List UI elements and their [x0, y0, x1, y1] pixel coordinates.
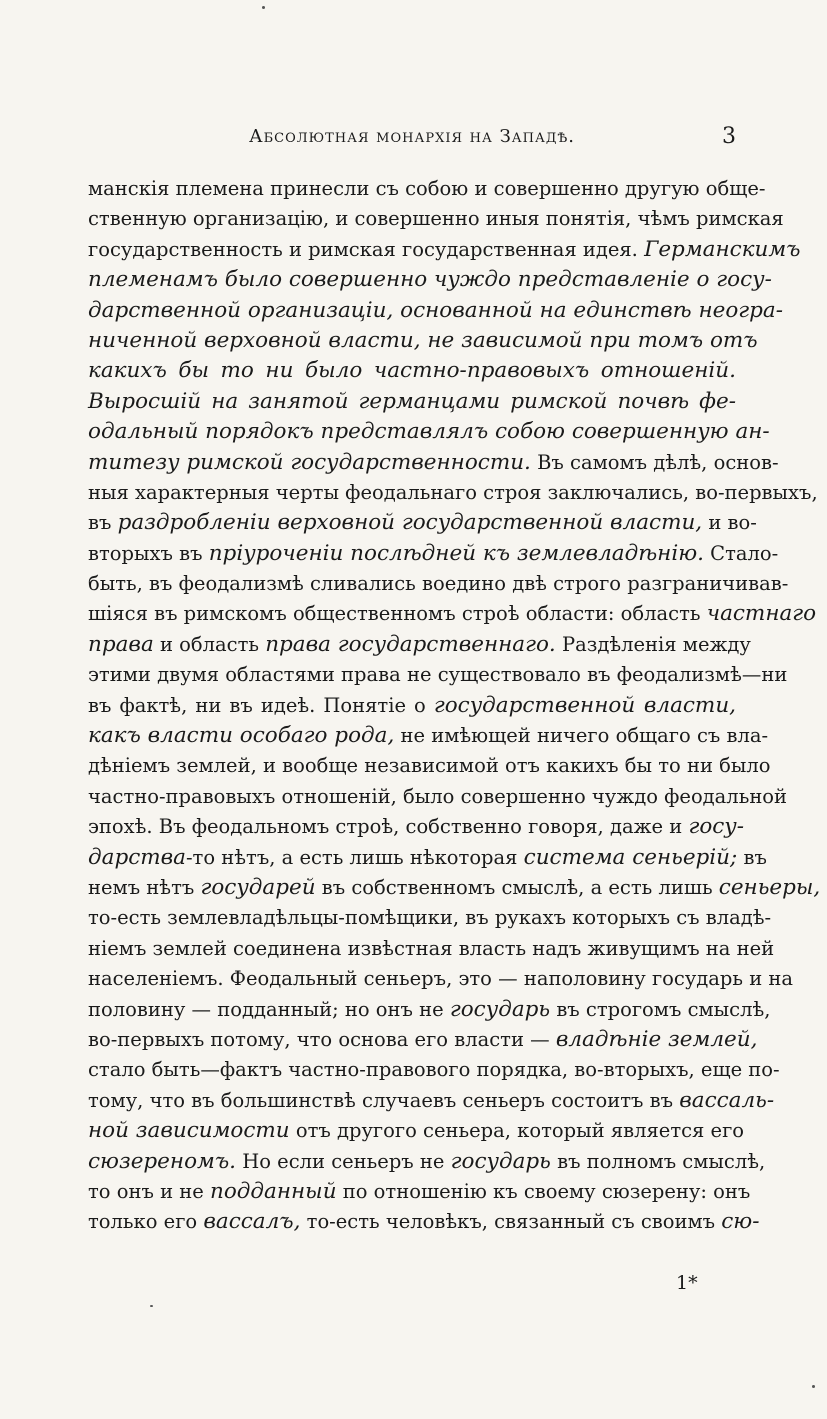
italic-text: вассалъ, [203, 1209, 301, 1235]
text-segment: этими двумя областями права не существовало въ феодализмѣ—ни [88, 663, 788, 687]
italic-text: Выросшій на занятой германцами римской почвѣ фе- [88, 388, 736, 414]
text-line [88, 964, 794, 994]
text-line [88, 539, 779, 569]
text-segment: немъ нѣтъ [88, 875, 201, 899]
text-line [88, 356, 736, 386]
text-line [88, 1055, 780, 1085]
text-segment: населеніемъ. Феодальный сеньеръ, это — наполовину государь и на [88, 967, 794, 991]
italic-text: государей [200, 874, 316, 900]
italic-text: система сеньерій; [523, 844, 738, 870]
text-segment: государственность и римская государственная идея. [88, 237, 645, 261]
text-line [88, 478, 818, 508]
text-line [88, 235, 801, 265]
text-segment: во-первыхъ потому, что основа его власти — [88, 1027, 556, 1051]
italic-text: раздробленіи верховной государственной власти, [117, 510, 703, 536]
text-segment: отъ другого сеньера, который является его [289, 1119, 745, 1143]
italic-text: ниченной верховной власти, не зависимой при томъ отъ [88, 327, 758, 353]
text-segment: манскія племена принесли съ собою и совершенно другую обще- [88, 177, 766, 200]
text-line [88, 934, 775, 964]
text-segment: въ [737, 845, 767, 869]
italic-text: пріуроченіи послѣдней къ землевладѣнію. [208, 540, 704, 566]
text-segment: въ строгомъ смыслѣ, [550, 997, 771, 1021]
italic-text: частнаго [706, 601, 817, 627]
italic-text: права государственнаго. [265, 631, 556, 657]
text-segment: тому, что въ большинствѣ случаевъ сеньеръ состоитъ въ [88, 1088, 680, 1112]
text-segment: стало быть—фактъ частно-правового порядка, во-вторыхъ, еще по- [88, 1058, 780, 1082]
italic-text: какихъ бы то ни было частно-правовыхъ отношеній. [88, 358, 736, 384]
text-segment: только его [88, 1210, 204, 1234]
running-header [88, 124, 736, 154]
body-text [88, 174, 821, 1238]
text-segment: въ [88, 511, 118, 535]
italic-text: сюзереномъ. [88, 1148, 237, 1174]
italic-text: ной зависимости [88, 1118, 290, 1144]
italic-text: Германскимъ [644, 236, 801, 262]
text-line [88, 204, 784, 234]
text-segment: Стало- [703, 541, 779, 565]
text-line [88, 1116, 745, 1146]
italic-text: государственной власти, [433, 692, 736, 718]
text-line [88, 721, 769, 751]
text-line [88, 691, 736, 721]
italic-text: подданный [210, 1178, 337, 1204]
italic-text: государь [449, 996, 551, 1022]
text-line [88, 599, 817, 629]
text-line [88, 903, 772, 933]
italic-text: сю- [721, 1209, 760, 1235]
text-segment: и область [153, 632, 266, 656]
text-segment: и во- [702, 511, 757, 535]
italic-text: племенамъ было совершенно чуждо представленіе о госу- [88, 267, 772, 293]
italic-text: титезу римской государственности. [88, 449, 531, 475]
text-line [88, 782, 788, 812]
paper-speck [262, 6, 265, 9]
text-line [88, 448, 779, 478]
text-line [88, 660, 788, 690]
text-segment: въ полномъ смыслѣ, [550, 1149, 766, 1173]
text-segment: ніемъ землей соединена извѣстная власть надъ живущимъ на ней [88, 936, 775, 960]
text-segment: Въ самомъ дѣлѣ, основ- [530, 450, 779, 474]
text-line [88, 630, 751, 660]
text-line [88, 751, 771, 781]
italic-text: сеньеры, [718, 874, 821, 900]
italic-text: владѣніе землей, [555, 1026, 758, 1052]
text-line [88, 1207, 760, 1237]
text-line [88, 1086, 775, 1116]
text-segment: Раздѣленія между [555, 632, 751, 656]
italic-text: государь [450, 1148, 551, 1174]
text-line [88, 296, 783, 326]
text-segment: шіяся въ римскомъ общественномъ строѣ области: область [88, 602, 707, 626]
text-line [88, 387, 736, 417]
italic-text: госу- [688, 814, 745, 840]
text-segment: вторыхъ въ [88, 541, 209, 565]
text-line [88, 508, 757, 538]
page-number: 3 [722, 124, 736, 149]
text-segment: въ фактѣ, ни въ идеѣ. Понятіе о [88, 693, 434, 717]
text-line [88, 569, 789, 599]
italic-text: права [88, 631, 154, 657]
text-line [88, 812, 745, 842]
text-line [88, 1147, 766, 1177]
text-line [88, 326, 758, 356]
text-segment: не имѣющей ничего общаго съ вла- [394, 724, 769, 748]
text-segment: -то нѣтъ, а есть лишь нѣкоторая [185, 845, 524, 869]
text-line [88, 174, 766, 204]
paper-speck [812, 1385, 815, 1388]
italic-text: вассаль- [679, 1087, 775, 1113]
text-line [88, 1025, 758, 1055]
text-line [88, 417, 770, 447]
paper-speck [150, 1305, 153, 1307]
text-segment: быть, въ феодализмѣ сливались воедино двѣ строго разграничивав- [88, 572, 789, 596]
text-line [88, 873, 821, 903]
text-line [88, 265, 772, 295]
text-line [88, 995, 771, 1025]
italic-text: какъ власти особаго рода, [88, 723, 395, 749]
text-line [88, 1177, 751, 1207]
text-segment: Но если сеньеръ не [236, 1149, 451, 1173]
italic-text: одальный порядокъ представлялъ собою совершенную ан- [88, 419, 770, 445]
text-segment: ственную организацію, и совершенно иныя понятія, чѣмъ римская [88, 207, 784, 231]
running-title: Абсолютная монархія на Западѣ. [248, 126, 576, 147]
text-segment: то-есть человѣкъ, связанный съ своимъ [300, 1210, 722, 1234]
text-segment: по отношенію къ своему сюзерену: онъ [336, 1179, 751, 1203]
text-segment: дѣніемъ землей, и вообще независимой отъ какихъ бы то ни было [88, 754, 771, 778]
text-segment: въ собственномъ смыслѣ, а есть лишь [315, 875, 719, 899]
text-segment: частно-правовыхъ отношеній, было совершенно чуждо феодальной [88, 784, 788, 808]
text-segment: эпохѣ. Въ феодальномъ строѣ, собственно говоря, даже и [88, 815, 689, 839]
text-line [88, 843, 767, 873]
italic-text: дарства [88, 844, 186, 870]
signature-mark: 1* [676, 1272, 698, 1294]
text-segment: ныя характерныя черты феодальнаго строя заключались, во-первыхъ, [88, 480, 818, 504]
text-segment: то-есть землевладѣльцы-помѣщики, въ рукахъ которыхъ съ владѣ- [88, 906, 772, 930]
italic-text: дарственной организаціи, основанной на единствѣ неогра- [88, 297, 783, 323]
text-segment: то онъ и не [88, 1179, 210, 1203]
text-segment: половину — подданный; но онъ не [88, 997, 450, 1021]
